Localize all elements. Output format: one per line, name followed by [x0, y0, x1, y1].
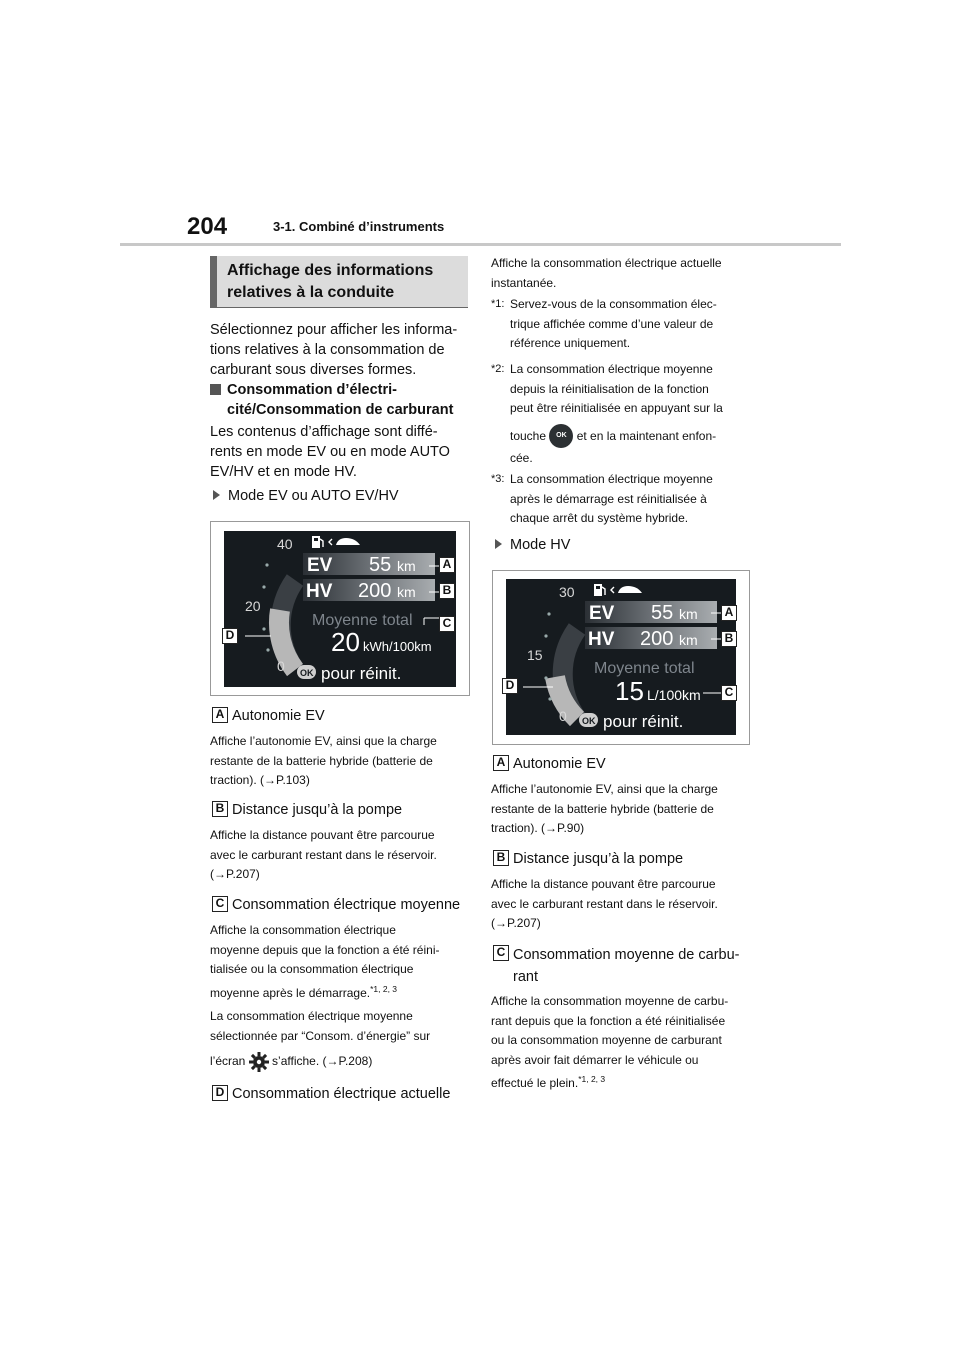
text-line: Affiche la consommation électrique: [210, 923, 396, 937]
ev-range-unit: km: [397, 558, 416, 574]
callout-badge-b: B: [721, 631, 737, 647]
triangle-bullet-icon: [213, 490, 220, 500]
gauge-label-top: 30: [559, 584, 575, 600]
badge-b: B: [493, 850, 509, 866]
average-value: 20: [331, 627, 360, 657]
text-line: après avoir fait démarrer le véhicule ou: [491, 1052, 699, 1067]
ev-label: EV: [589, 603, 615, 624]
item-b-title: Distance jusqu’à la pompe: [232, 802, 403, 818]
square-bullet-icon: [210, 384, 221, 395]
ev-range-value: 55: [651, 602, 674, 624]
text-line: s’affiche. (→P.208): [272, 1054, 373, 1069]
subheading-line: Consommation d’électri-: [227, 382, 397, 398]
text-line: référence uniquement.: [510, 336, 631, 350]
item-c-text: [210, 921, 470, 1072]
badge-c: C: [212, 896, 228, 912]
text-line: La consommation électrique moyenne: [510, 472, 713, 486]
text-line: Affiche la consommation électrique actuelle: [491, 256, 722, 270]
intro-line: Sélectionnez pour afficher les informa-: [210, 322, 458, 338]
text-line: chaque arrêt du système hybride.: [510, 511, 689, 525]
hv-range-unit: km: [679, 632, 698, 648]
badge-b: B: [212, 801, 228, 817]
section-heading: [210, 256, 468, 307]
footnote-mark: *1:: [491, 298, 505, 310]
heading-underline: [210, 307, 468, 308]
text-line: traction). (→P.103): [210, 773, 310, 787]
text-line: ou la consommation moyenne de carburant: [491, 1033, 722, 1047]
hv-range-value: 200: [640, 628, 674, 650]
instrument-display-hv: [493, 571, 749, 744]
gauge-label-bottom: 0: [277, 658, 285, 674]
item-b-text: [210, 826, 470, 885]
hv-label: HV: [306, 581, 333, 602]
ev-range-value: 55: [369, 554, 392, 576]
para-line: rents en mode EV ou en mode AUTO: [210, 444, 450, 460]
intro-line: tions relatives à la consommation de: [210, 342, 445, 358]
text-line: Affiche la distance pouvant être parcourue: [491, 877, 716, 891]
gauge-dot: [262, 585, 265, 588]
reset-label: pour réinit.: [603, 712, 684, 731]
footnote-ref: *1, 2, 3: [578, 1074, 606, 1084]
text-line: trique affichée comme d’une valeur de: [510, 316, 714, 331]
text-line: avec le carburant restant dans le réservoir.: [491, 896, 718, 911]
text-line: moyenne depuis que la fonction a été réini-: [210, 942, 440, 957]
item-c-title: Consommation électrique moyenne: [232, 897, 461, 913]
average-label: Moyenne total: [594, 660, 695, 677]
gauge-label-top: 40: [277, 536, 293, 552]
page-number: 204: [187, 213, 228, 240]
callout-badge-c: C: [439, 616, 455, 632]
text-line: La consommation électrique moyenne: [510, 362, 713, 376]
display-figure-hv: [492, 570, 750, 745]
text-line: peut être réinitialisée en appuyant sur la: [510, 401, 723, 415]
ok-button-icon: OK: [549, 424, 573, 448]
gauge-label-bottom: 0: [559, 708, 567, 724]
intro-line: carburant sous diverses formes.: [210, 362, 417, 378]
average-unit: kWh/100km: [363, 639, 432, 654]
instrument-display-ev: [211, 522, 469, 695]
text-line: (→P.207): [210, 867, 260, 881]
footnote-mark: *3:: [491, 473, 505, 485]
gauge-label-mid: 15: [527, 647, 543, 663]
intro-paragraph: [210, 320, 470, 380]
hv-label: HV: [588, 629, 615, 650]
hv-range-unit: km: [397, 584, 416, 600]
text-line: Affiche la consommation moyenne de carbu-: [491, 994, 729, 1008]
text-line: touche: [510, 428, 547, 443]
text-line: Affiche la distance pouvant être parcourue: [210, 828, 435, 842]
gear-icon: [249, 1052, 269, 1072]
mode-heading-ev: [213, 486, 399, 506]
gauge-dot: [548, 697, 551, 700]
callout-badge-c: C: [721, 685, 737, 701]
para-line: EV/HV et en mode HV.: [210, 464, 357, 480]
para-line: Les contenus d’affichage sont diffé-: [210, 424, 438, 440]
text-line: traction). (→P.90): [491, 821, 585, 835]
item-b-text: [491, 875, 753, 934]
ev-label: EV: [307, 555, 333, 576]
heading-line-1: Affichage des informations: [227, 262, 434, 279]
item-c-text: [491, 992, 756, 1094]
callout-badge-b: B: [439, 583, 455, 599]
hv-range-value: 200: [358, 580, 392, 602]
text-line: sélectionnée par “Consom. d’énergie” sur: [210, 1028, 431, 1043]
item-c-title: [513, 944, 758, 988]
subheading: [210, 380, 470, 420]
gauge-dot: [544, 676, 547, 679]
text-line: Servez-vous de la consommation élec-: [510, 297, 717, 311]
average-label: Moyenne total: [312, 612, 413, 629]
item-b-title: Distance jusqu’à la pompe: [513, 851, 684, 867]
text-line: Affiche l’autonomie EV, ainsi que la charge: [210, 734, 437, 748]
item-d-title: Consommation électrique actuelle: [232, 1086, 451, 1102]
item-a-text: [210, 732, 470, 791]
heading-line-2: relatives à la conduite: [227, 284, 395, 301]
item-a-title: Autonomie EV: [513, 756, 606, 772]
footnote-3: [491, 470, 751, 529]
item-d-text: [491, 254, 751, 293]
gauge-label-mid: 20: [245, 598, 261, 614]
text-line: après le démarrage est réinitialisée à: [510, 491, 707, 506]
item-a-text: [491, 780, 753, 839]
gauge-dot: [266, 648, 269, 651]
title-line: Consommation moyenne de carbu-: [513, 947, 740, 963]
reset-label: pour réinit.: [321, 664, 402, 683]
text-line: cée.: [510, 450, 533, 465]
footnote-1: [491, 295, 751, 354]
text-line: Affiche l’autonomie EV, ainsi que la charge: [491, 782, 718, 796]
ev-range-unit: km: [679, 606, 698, 622]
footnote-mark: *2:: [491, 363, 505, 375]
footnote-ref: *1, 2, 3: [370, 983, 398, 994]
badge-d: D: [212, 1085, 228, 1101]
item-a-title: Autonomie EV: [232, 708, 325, 724]
gauge-dot: [265, 563, 268, 566]
text-line: avec le carburant restant dans le réservoir.: [210, 847, 437, 862]
badge-a: A: [212, 707, 228, 723]
gauge-dot: [547, 612, 550, 615]
title-line: rant: [513, 969, 538, 985]
subheading-line: cité/Consommation de carburant: [227, 402, 454, 418]
callout-badge-a: A: [721, 605, 737, 621]
mode-heading-hv: [495, 535, 570, 555]
display-figure-ev: [210, 521, 470, 696]
mode-label: Mode EV ou AUTO EV/HV: [228, 488, 399, 504]
callout-badge-d: D: [502, 678, 518, 694]
text-line: et en la maintenant enfon-: [576, 428, 717, 443]
text-line: instantanée.: [491, 275, 557, 290]
gauge-dot: [544, 634, 547, 637]
mode-label: Mode HV: [510, 537, 571, 553]
text-line: La consommation électrique moyenne: [210, 1009, 413, 1023]
text-line: (→P.207): [491, 916, 541, 930]
text-line: l’écran: [210, 1054, 246, 1069]
text-line: tialisée ou la consommation électrique: [210, 962, 414, 976]
average-value: 15: [615, 676, 644, 706]
mode-paragraph: [210, 422, 470, 482]
footnote-2: [491, 360, 751, 468]
text-line: restante de la batterie hybride (batterie de: [210, 753, 433, 768]
badge-c: C: [493, 945, 509, 961]
text-line: restante de la batterie hybride (batterie de: [491, 801, 714, 816]
ok-icon-label: OK: [300, 668, 314, 678]
average-unit: L/100km: [647, 687, 701, 703]
header-rule: [120, 243, 841, 246]
triangle-bullet-icon: [495, 539, 502, 549]
badge-a: A: [493, 755, 509, 771]
ok-icon-label: OK: [582, 716, 596, 726]
section-title: 3-1. Combiné d’instruments: [273, 219, 445, 234]
gauge-dot: [262, 627, 265, 630]
callout-badge-d: D: [222, 628, 238, 644]
text-line: depuis la réinitialisation de la fonction: [510, 381, 709, 396]
text-line: moyenne après le démarrage.: [210, 985, 371, 1000]
text-line: effectué le plein.: [491, 1076, 579, 1090]
callout-badge-a: A: [439, 557, 455, 573]
text-line: rant depuis que la fonction a été réinitialisée: [491, 1013, 726, 1028]
